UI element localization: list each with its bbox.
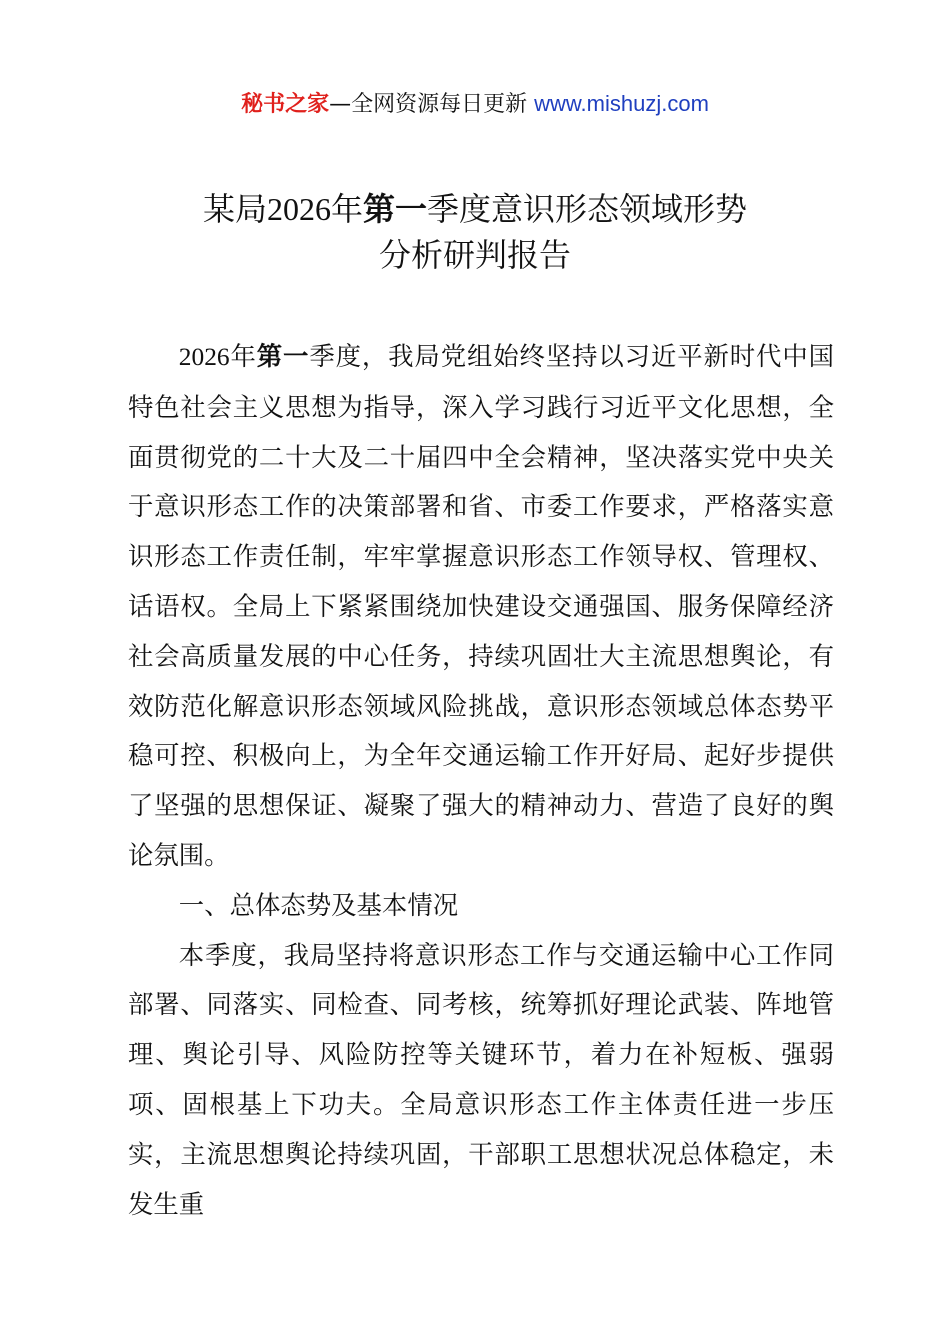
title-line1-rest: 季度意识形态领域形势: [427, 190, 748, 228]
document-title: [0, 186, 950, 278]
title-year-suffix: 年: [330, 190, 363, 228]
title-prefix: 某局: [202, 190, 267, 228]
title-year: 2026: [266, 191, 331, 227]
intro-text: 季度，我局党组始终坚持以习近平新时代中国特色社会主义思想为指导，深入学习践行习近平文化思想，全面贯彻党的二十大及二十届四中全会精神，坚决落实党中央关于意识形态工作的决策部署和省、市委工作要求，严格落实意识形态工作责任制，牢牢掌握意识形态工作领导权、管理权、话语权。全局上下紧紧围绕加快建设交通强国、服务保障经济社会高质量发展的中心任务，持续巩固壮大主流思想舆论，有效防范化解意识形态领域风险挑战，意识形态领域总体态势平稳可控、积极向上，为全年交通运输工作开好局、起好步提供了坚强的思想保证、凝聚了强大的精神动力、营造了良好的舆论氛围。: [128, 341, 835, 870]
intro-year: 2026: [178, 343, 230, 371]
title-line2: 分析研判报告: [378, 236, 571, 274]
intro-bold-quarter: 第一: [256, 341, 310, 371]
title-bold-quarter: 第一: [363, 190, 428, 228]
banner-tagline: —全网资源每日更新: [329, 92, 528, 117]
section-heading-1: 一、总体态势及基本情况: [178, 889, 459, 920]
document-body: [128, 332, 834, 1229]
paragraph-overview: 本季度，我局坚持将意识形态工作与交通运输中心工作同部署、同落实、同检查、同考核，统筹抓好理论武装、阵地管理、舆论引导、风险防控等关键环节，着力在补短板、强弱项、固根基上下功夫。全局意识形态工作主体责任进一步压实，主流思想舆论持续巩固，干部职工思想状况总体稳定，未发生重: [128, 939, 834, 1219]
paragraph-intro: [128, 332, 834, 881]
banner-url-link[interactable]: www.mishuzj.com: [534, 91, 709, 116]
site-banner: [0, 88, 950, 121]
banner-brand: 秘书之家: [241, 92, 330, 117]
intro-year-suffix: 年: [229, 341, 257, 371]
